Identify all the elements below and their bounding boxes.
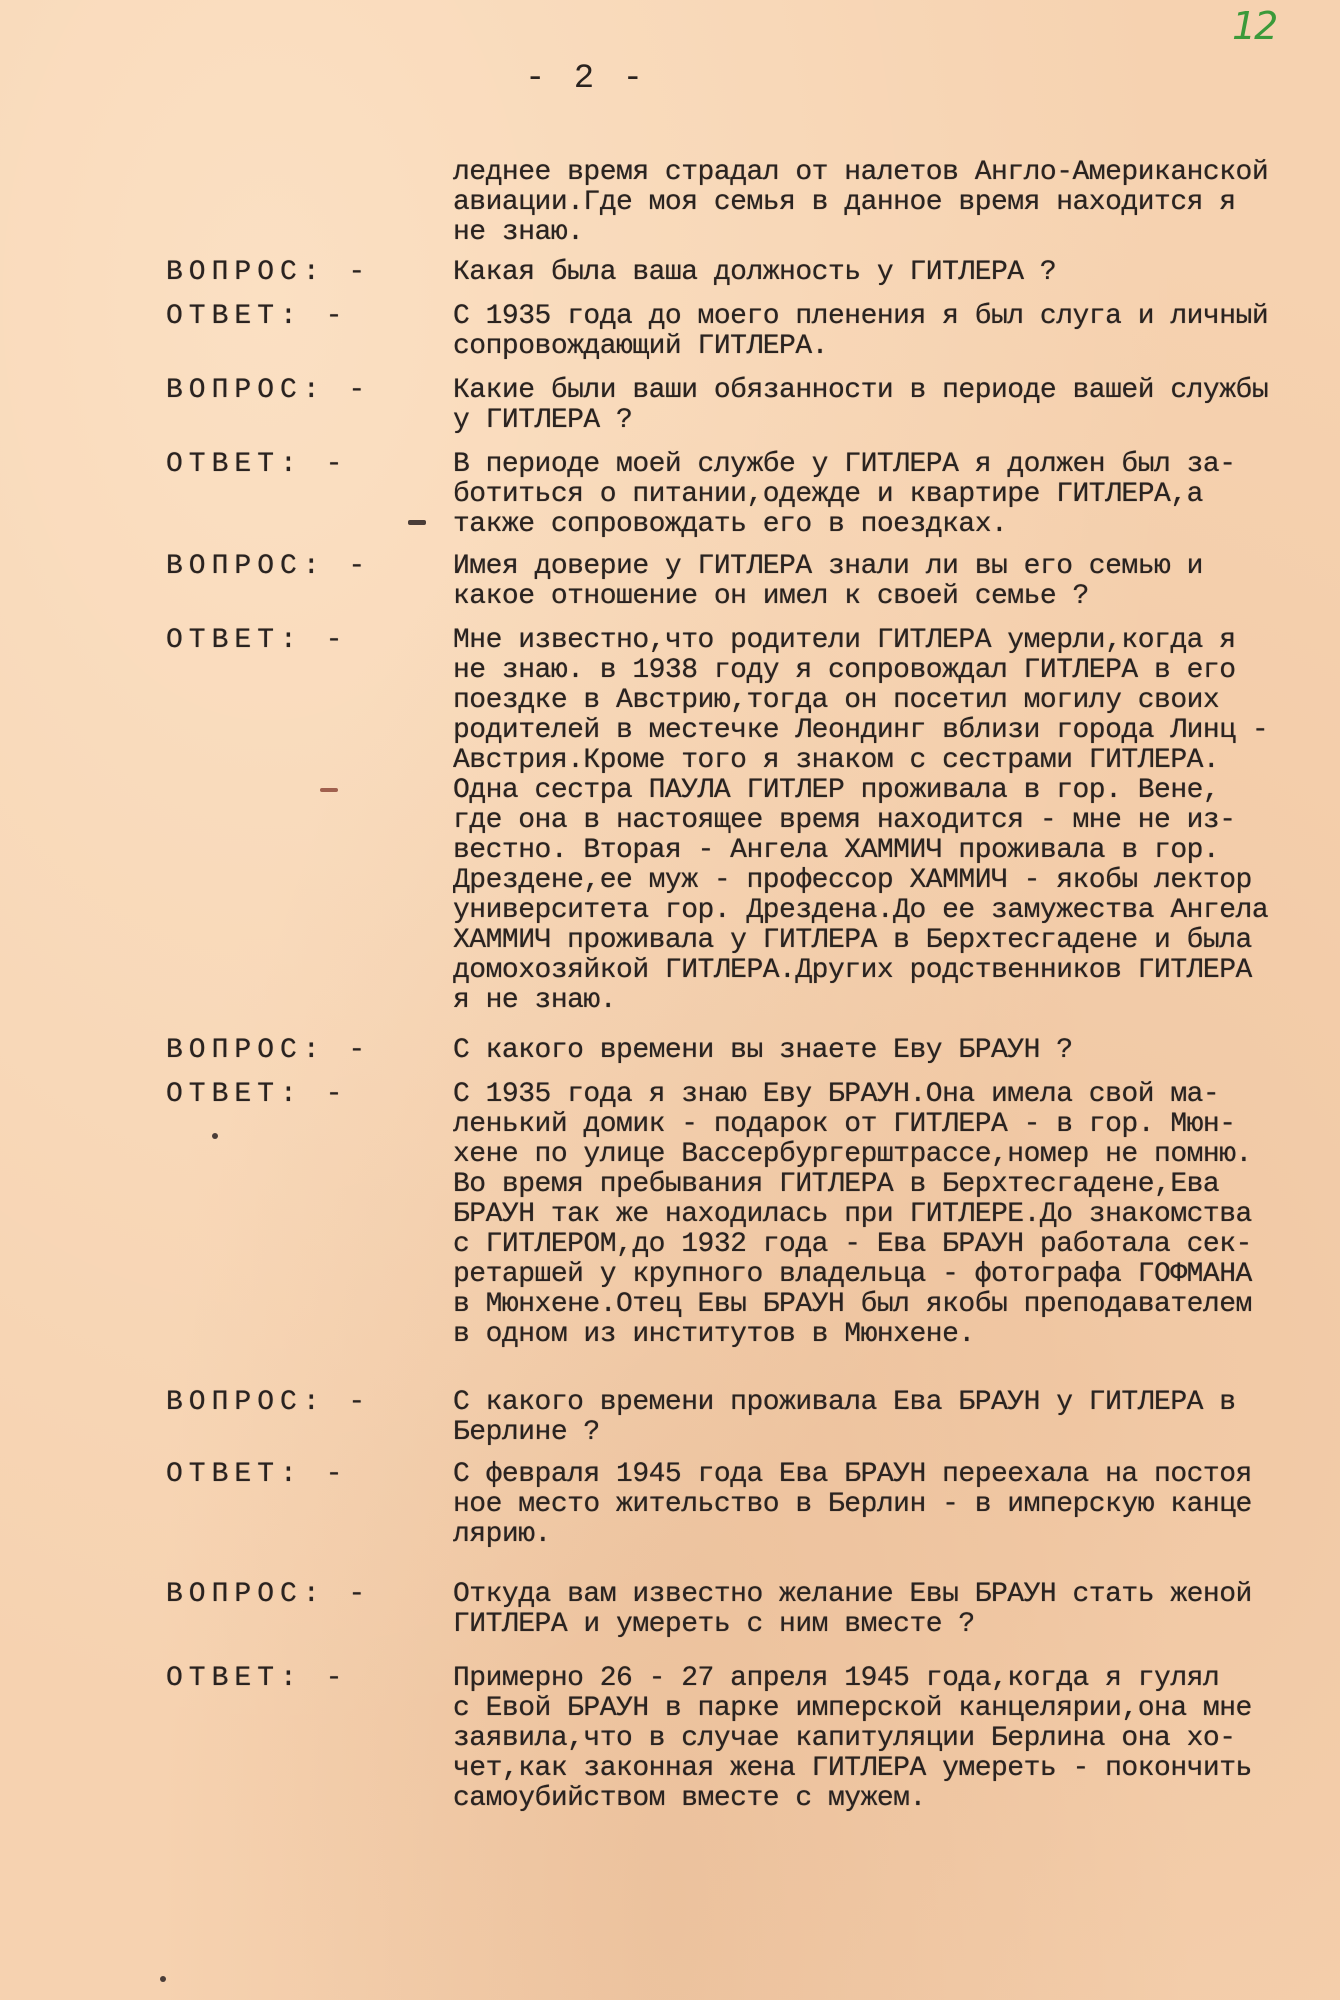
question-label: ВОПРОС: - (166, 1035, 372, 1066)
answer-text: С 1935 года я знаю Еву БРАУН.Она имела свой ма- ленький домик - подарок от ГИТЛЕРА - в гор. Мюн- хене по улице Вассербургерштрассе,номер не помню. Во время пребывания ГИТЛЕРА в Берхтесгадене,Ева БРАУН так же находилась при ГИТЛЕРЕ.До знакомства с ГИТЛЕРОМ,до 1932 года - Ева БРАУН работала сек- ретаршей у крупного владельца - фотографа ГОФМАНА в Мюнхене.Отец Евы БРАУН был якобы преподавателем в одном из институтов в Мюнхене. (453, 1080, 1252, 1350)
answer-text: Мне известно,что родители ГИТЛЕРА умерли,когда я не знаю. в 1938 году я сопровождал ГИТЛЕРА в его поездке в Австрию,тогда он посетил могилу своих родителей в местечке Леондинг вблизи города Линц - Австрия.Кроме того я знаком с сестрами ГИТЛЕРА. Одна сестра ПАУЛА ГИТЛЕР проживала в гор. Вене, где она в настоящее время находится - мне не из- вестно. Вторая - Ангела ХАММИЧ проживала в гор. Дрездене,ее муж - профессор ХАММИЧ - якобы лектор университета гор. Дрездена.До ее замужества Ангела ХАММИЧ проживала у ГИТЛЕРА в Берхтесгадене и была домохозяйкой ГИТЛЕРА.Других родственников ГИТЛЕРА я не знаю. (453, 626, 1269, 1016)
page-number: - 2 - (525, 60, 648, 98)
question-text: С какого времени проживала Ева БРАУН у ГИТЛЕРА в Берлине ? (453, 1388, 1236, 1448)
question-text: С какого времени вы знаете Еву БРАУН ? (453, 1036, 1073, 1066)
question-text: Откуда вам известно желание Евы БРАУН стать женой ГИТЛЕРА и умереть с ним вместе ? (453, 1580, 1252, 1640)
answer-text: С февраля 1945 года Ева БРАУН переехала на постоя ное место жительство в Берлин - в имперскую канце лярию. (453, 1460, 1252, 1550)
question-text: Какие были ваши обязанности в периоде вашей службы у ГИТЛЕРА ? (453, 376, 1269, 436)
answer-label: ОТВЕТ: - (166, 301, 349, 332)
question-label: ВОПРОС: - (166, 1579, 372, 1610)
answer-label: ОТВЕТ: - (166, 1663, 349, 1694)
question-text: Какая была ваша должность у ГИТЛЕРА ? (453, 258, 1057, 288)
answer-label: ОТВЕТ: - (166, 625, 349, 656)
answer-text: С 1935 года до моего пленения я был слуга и личный сопровождающий ГИТЛЕРА. (453, 302, 1269, 362)
ink-dot (212, 1133, 218, 1139)
answer-text: В периоде моей службе у ГИТЛЕРА я должен был за- ботиться о питании,одежде и квартире ГИТЛЕРА,а также сопровождать его в поездках. (453, 450, 1236, 540)
ink-dot (160, 1976, 166, 1982)
question-text: Имея доверие у ГИТЛЕРА знали ли вы его семью и какое отношение он имел к своей семье ? (453, 552, 1203, 612)
ink-mark (320, 788, 338, 792)
question-label: ВОПРОС: - (166, 257, 372, 288)
question-label: ВОПРОС: - (166, 1387, 372, 1418)
answer-label: ОТВЕТ: - (166, 449, 349, 480)
question-label: ВОПРОС: - (166, 375, 372, 406)
archive-page-number: 12 (1232, 4, 1277, 48)
answer-label: ОТВЕТ: - (166, 1079, 349, 1110)
continued-answer-text: леднее время страдал от налетов Англо-Американской авиации.Где моя семья в данное время находится я не знаю. (453, 157, 1269, 248)
answer-text: Примерно 26 - 27 апреля 1945 года,когда я гулял с Евой БРАУН в парке имперской канцелярии,она мне заявила,что в случае капитуляции Берлина она хо- чет,как законная жена ГИТЛЕРА умереть - покончить самоубийством вместе с мужем. (453, 1664, 1252, 1814)
question-label: ВОПРОС: - (166, 551, 372, 582)
ink-mark (408, 520, 426, 525)
answer-label: ОТВЕТ: - (166, 1459, 349, 1490)
